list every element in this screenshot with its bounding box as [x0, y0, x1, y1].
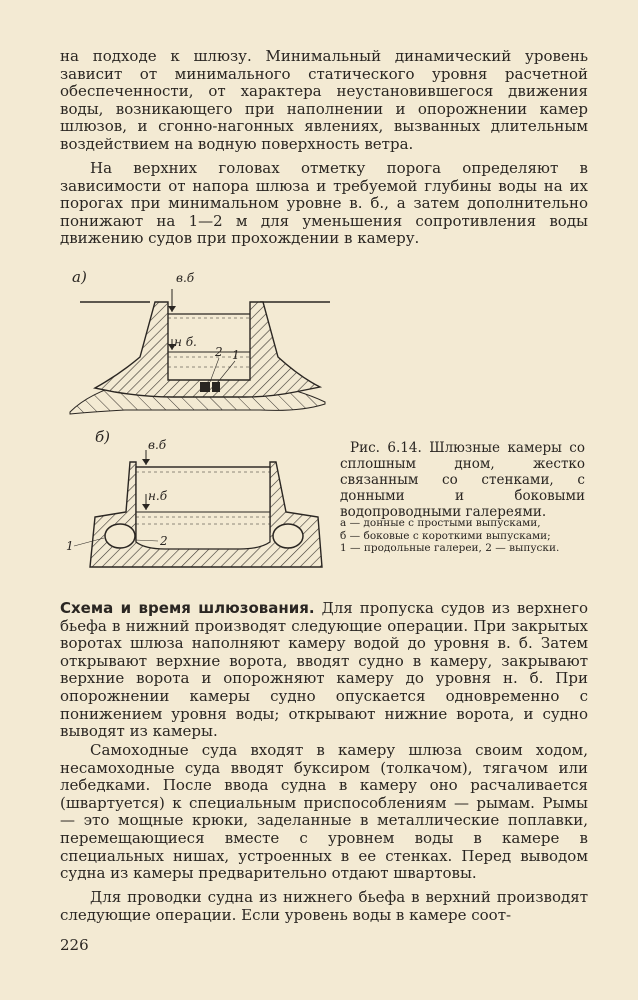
figure-caption	[340, 440, 585, 520]
paragraph-3-body: Для пропуска судов из верхнего бьефа в нижний производят следующие операции. При закрытых воротах шлюза наполняют камеру водой до уровня в. б. Затем открывают верхние ворота, вводят судно в камеру, закрывают верхние ворота и опорожняют камеру до уровня н. б. При опорожнении камеры судно опускается одновременно с понижением уровня воды; открывают нижние ворота, и судно выводят из камеры.	[60, 599, 588, 741]
upper-level-b-marker	[142, 459, 150, 465]
figure-b-num-1: 1	[66, 539, 74, 553]
side-gallery-left	[105, 524, 135, 548]
caption-title: Рис. 6.14. Шлюзные камеры со сплошным дном, жестко связанным со стенками, с донными и боковыми водопроводными галереями.	[340, 440, 585, 520]
lower-level-a-label: н б.	[174, 335, 197, 349]
figure-a-num-2: 2	[215, 345, 223, 359]
figure-a-label: а)	[72, 268, 87, 286]
section-heading: Схема и время шлюзования.	[60, 599, 315, 617]
figure-b-num-2: 2	[160, 534, 168, 548]
paragraph-2: На верхних головах отметку порога определяют в зависимости от напора шлюза и требуемой глубины воды на их порогах при минимальном уровне в. б., а затем дополнительно понижают на 1—2 м для уменьшения сопротивления воды движению судов при прохождении в камеру.	[60, 159, 588, 248]
bottom-culvert-left	[200, 382, 210, 392]
paragraph-3	[60, 600, 588, 741]
page-number: 226	[60, 936, 89, 954]
figure-a	[70, 268, 330, 414]
upper-level-a-label: в.б	[176, 271, 195, 285]
upper-level-a-marker	[168, 306, 176, 312]
figure-b	[66, 428, 322, 567]
paragraph-5: Для проводки судна из нижнего бьефа в верхний производят следующие операции. Если уровень воды в камере соот-	[60, 888, 588, 924]
legend-line-3: 1 — продольные галереи, 2 — выпуски.	[340, 542, 560, 554]
paragraph-4: Самоходные суда входят в камеру шлюза своим ходом, несамоходные суда вводят буксиром (толкачом), тягачом или лебедками. После ввода судна в камеру оно расчаливается (швартуется) к специальным приспособлениям — рымам. Рымы — это мощные крюки, заделанные в металлические поплавки, перемещающиеся вместе с уровнем воды в камере в специальных нишах, устроенных в ее стенках. Перед выводом судна из камеры предварительно отдают швартовы.	[60, 741, 588, 883]
figure-b-label: б)	[95, 428, 111, 446]
upper-level-b-label: в.б	[148, 438, 167, 452]
paragraph-1: на подходе к шлюзу. Минимальный динамический уровень зависит от минимального статического уровня расчетной обеспеченности, от характера неустановившегося движения воды, возникающего при наполнении и опорожнении камер шлюзов, и сгонно-нагонных явлениях, вызванных длительным воздействием на водную поверхность ветра.	[60, 47, 588, 153]
chamber-b-interior	[136, 467, 270, 549]
side-gallery-right	[273, 524, 303, 548]
legend-line-1: а — донные с простыми выпусками,	[340, 517, 541, 529]
legend-line-2: б — боковые с короткими выпусками;	[340, 529, 551, 542]
lower-level-b-label: н.б	[148, 489, 168, 503]
figure-a-num-1: 1	[232, 348, 240, 362]
figure-legend	[340, 517, 585, 555]
bottom-culvert-right	[212, 382, 220, 392]
